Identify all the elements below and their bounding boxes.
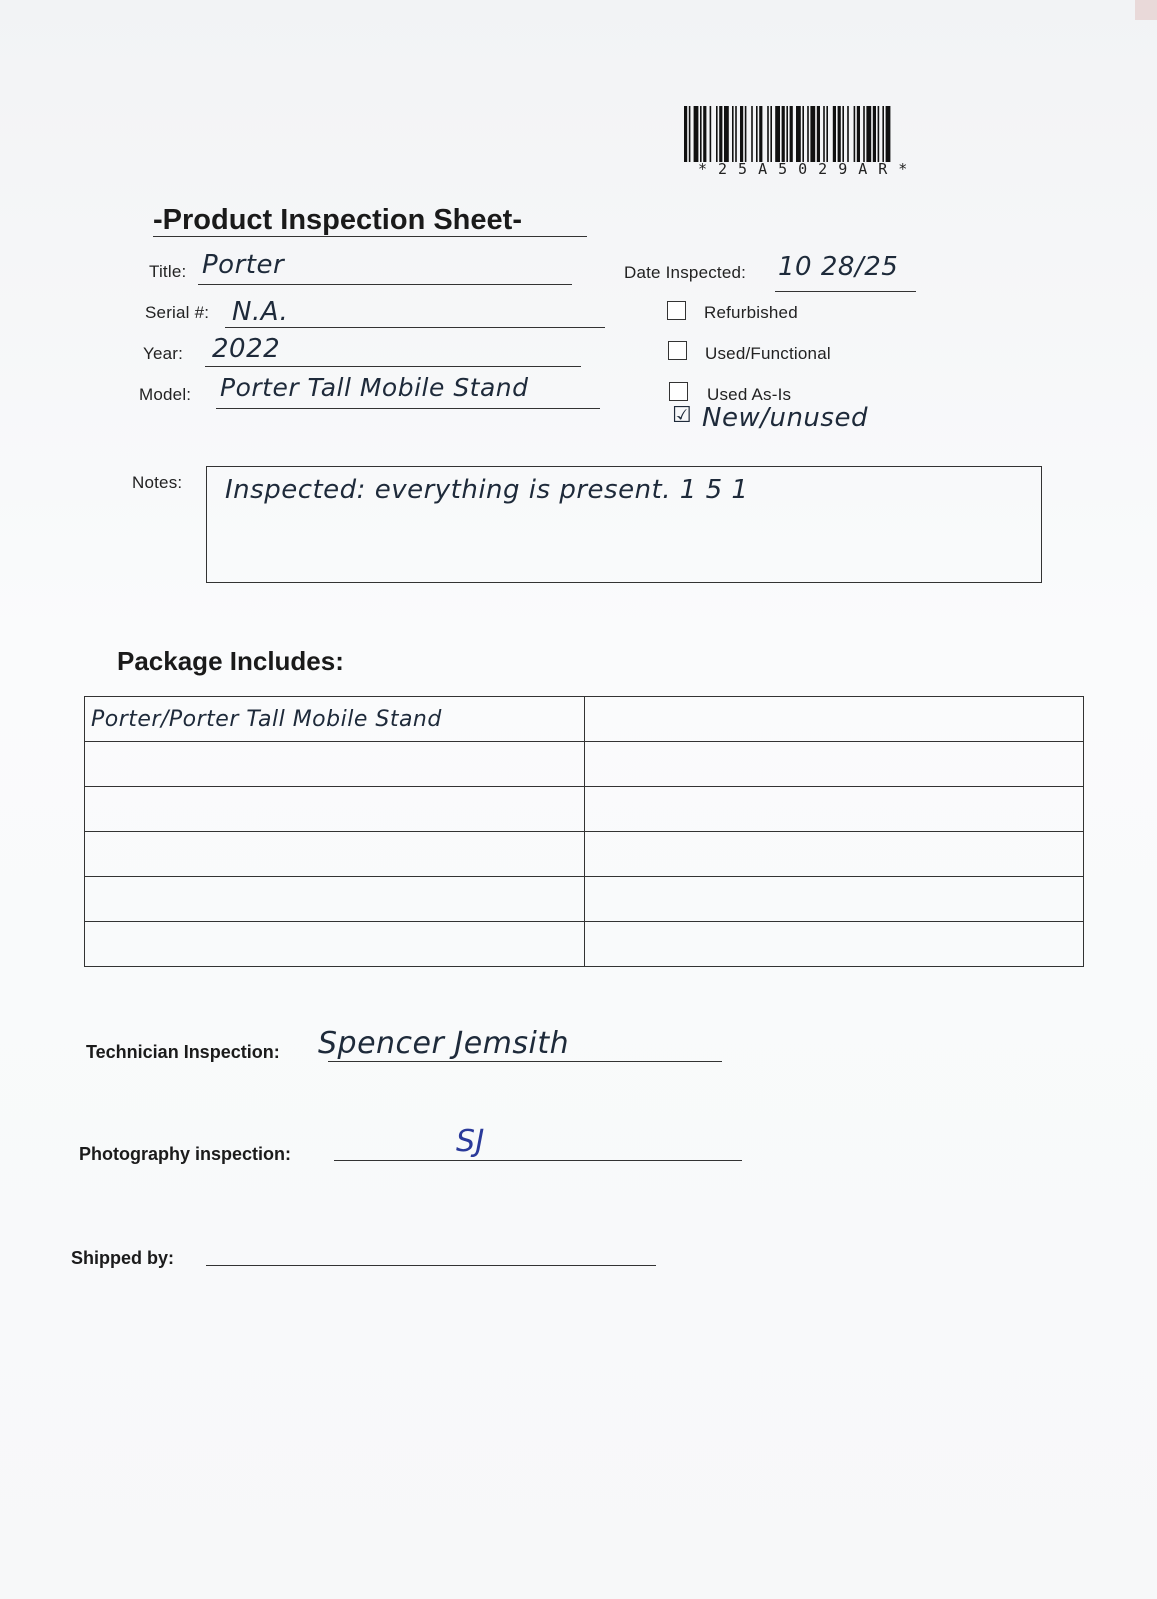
barcode-bar bbox=[802, 106, 804, 162]
table-row bbox=[85, 877, 1084, 922]
table-cell[interactable]: Porter/Porter Tall Mobile Stand bbox=[85, 697, 585, 742]
table-cell[interactable] bbox=[85, 832, 585, 877]
barcode-bar bbox=[826, 106, 828, 162]
barcode-bar bbox=[735, 106, 737, 162]
new-unused-label: New/unused bbox=[702, 403, 868, 433]
year-label: Year: bbox=[143, 344, 184, 363]
barcode-bar bbox=[703, 106, 706, 162]
package-heading: Package Includes: bbox=[117, 646, 344, 676]
barcode-bar bbox=[873, 106, 876, 162]
barcode-bar bbox=[878, 106, 880, 162]
used-as-is-label: Used As-Is bbox=[707, 385, 792, 404]
barcode-text: *25A5029AR* bbox=[698, 160, 919, 178]
table-row bbox=[85, 742, 1084, 787]
barcode-bar bbox=[857, 106, 860, 162]
used-functional-checkbox[interactable] bbox=[668, 341, 687, 360]
table-cell[interactable] bbox=[584, 787, 1084, 832]
barcode-bar bbox=[756, 106, 758, 162]
date-line bbox=[775, 291, 916, 292]
date-field[interactable]: 10 28/25 bbox=[778, 252, 899, 282]
page-edge bbox=[1135, 0, 1157, 20]
table-row bbox=[85, 697, 1084, 742]
barcode-bar bbox=[863, 106, 865, 162]
barcode-bar bbox=[732, 106, 734, 162]
title-line bbox=[198, 284, 572, 285]
serial-field[interactable]: N.A. bbox=[232, 297, 289, 327]
barcode-bar bbox=[833, 106, 836, 162]
barcode-bar bbox=[807, 106, 809, 162]
shipped-line bbox=[206, 1265, 656, 1266]
technician-line bbox=[328, 1061, 722, 1062]
table-cell[interactable] bbox=[584, 742, 1084, 787]
barcode-bar bbox=[796, 106, 801, 162]
shipped-label: Shipped by: bbox=[71, 1248, 174, 1268]
barcode-bar bbox=[759, 106, 762, 162]
title-underline bbox=[153, 236, 587, 237]
table-cell[interactable] bbox=[85, 877, 585, 922]
barcode-bar bbox=[886, 106, 891, 162]
barcode-bar bbox=[790, 106, 793, 162]
barcode-bar bbox=[770, 106, 772, 162]
barcode-bar bbox=[767, 106, 769, 162]
barcode-image bbox=[684, 106, 1092, 162]
barcode-bar bbox=[719, 106, 722, 162]
serial-line bbox=[225, 327, 605, 328]
serial-label: Serial #: bbox=[145, 303, 210, 322]
barcode-bar bbox=[724, 106, 729, 162]
table-cell[interactable] bbox=[584, 877, 1084, 922]
barcode-bar bbox=[689, 106, 691, 162]
notes-box[interactable] bbox=[206, 466, 1042, 583]
barcode-bar bbox=[838, 106, 841, 162]
barcode-bar bbox=[782, 106, 785, 162]
new-unused-checkbox[interactable]: ☑ bbox=[672, 403, 693, 428]
table-cell[interactable] bbox=[85, 922, 585, 967]
barcode-bar bbox=[700, 106, 702, 162]
barcode-bar bbox=[854, 106, 856, 162]
table-row bbox=[85, 922, 1084, 967]
table-cell[interactable] bbox=[584, 922, 1084, 967]
model-field[interactable]: Porter Tall Mobile Stand bbox=[220, 373, 529, 402]
technician-signature[interactable]: Spencer Jemsith bbox=[318, 1026, 570, 1061]
photography-line bbox=[334, 1160, 742, 1161]
table-cell[interactable] bbox=[584, 697, 1084, 742]
notes-label: Notes: bbox=[132, 473, 183, 492]
used-as-is-checkbox[interactable] bbox=[669, 382, 688, 401]
barcode-bar bbox=[866, 106, 871, 162]
model-line bbox=[216, 408, 600, 409]
refurbished-label: Refurbished bbox=[704, 303, 798, 322]
barcode-bar bbox=[710, 106, 712, 162]
model-label: Model: bbox=[139, 385, 192, 404]
date-label: Date Inspected: bbox=[624, 263, 747, 282]
barcode-bar bbox=[745, 106, 747, 162]
barcode-bar bbox=[810, 106, 815, 162]
table-cell[interactable] bbox=[85, 787, 585, 832]
table-cell[interactable] bbox=[584, 832, 1084, 877]
barcode-bar bbox=[716, 106, 718, 162]
package-table bbox=[84, 696, 1084, 967]
barcode-bar bbox=[740, 106, 743, 162]
barcode-bar bbox=[847, 106, 849, 162]
table-cell[interactable] bbox=[85, 742, 585, 787]
title-label: Title: bbox=[149, 262, 187, 281]
table-row bbox=[85, 832, 1084, 877]
barcode-bar bbox=[751, 106, 753, 162]
refurbished-checkbox[interactable] bbox=[667, 301, 686, 320]
photography-label: Photography inspection: bbox=[79, 1144, 292, 1164]
notes-text: Inspected: everything is present. 1 5 1 bbox=[225, 475, 749, 505]
barcode-bar bbox=[775, 106, 780, 162]
year-line bbox=[205, 366, 581, 367]
year-field[interactable]: 2022 bbox=[212, 334, 281, 364]
table-row bbox=[85, 787, 1084, 832]
barcode-bar bbox=[882, 106, 884, 162]
technician-label: Technician Inspection: bbox=[86, 1042, 280, 1062]
used-functional-label: Used/Functional bbox=[705, 344, 831, 363]
title-field[interactable]: Porter bbox=[202, 250, 285, 280]
barcode-bar bbox=[786, 106, 788, 162]
photography-initials[interactable]: SJ bbox=[456, 1124, 485, 1159]
barcode-bar bbox=[823, 106, 825, 162]
barcode-bar bbox=[842, 106, 844, 162]
barcode-bar bbox=[817, 106, 820, 162]
barcode-bar bbox=[694, 106, 699, 162]
barcode-bar bbox=[684, 106, 687, 162]
page-title: -Product Inspection Sheet- bbox=[153, 204, 522, 236]
